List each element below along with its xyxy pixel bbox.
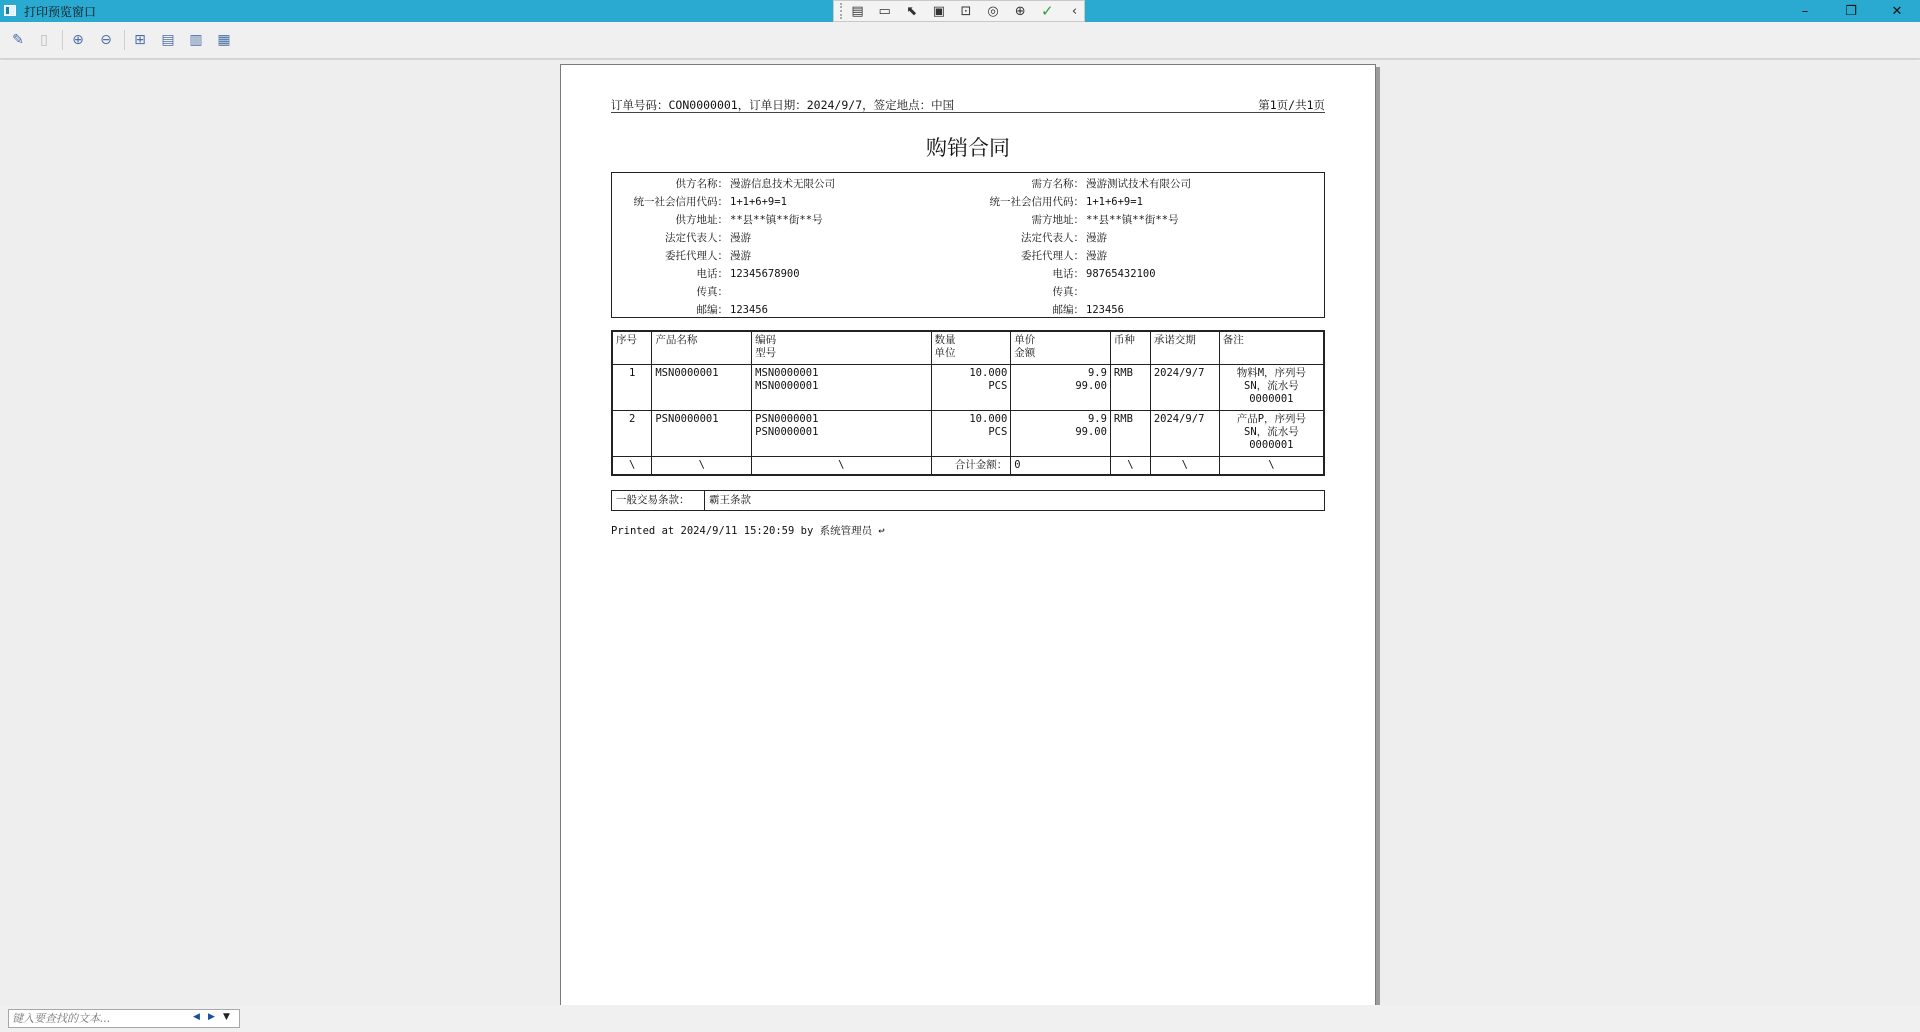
supplier-row: 电话： 12345678900 bbox=[696, 268, 800, 280]
buyer-row: 委托代理人： 漫游 bbox=[1021, 250, 1107, 262]
total-empty: \ bbox=[652, 456, 752, 475]
cell-qty-unit: 10.000 PCS bbox=[931, 410, 1011, 456]
title-bar bbox=[0, 0, 1920, 22]
page-header bbox=[611, 97, 1325, 113]
header-name: 产品名称 bbox=[652, 331, 752, 364]
document-title: 购销合同 bbox=[926, 136, 1010, 160]
cell-price-amount: 9.9 99.00 bbox=[1011, 364, 1111, 410]
terms-label: 一般交易条款： bbox=[612, 491, 705, 510]
header-currency: 币种 bbox=[1110, 331, 1150, 364]
print-icon[interactable]: ✎ bbox=[12, 32, 24, 48]
next-arrow-icon[interactable]: ▶ bbox=[208, 1012, 215, 1022]
cell-price-amount: 9.9 99.00 bbox=[1011, 410, 1111, 456]
cell-seq: 2 bbox=[612, 410, 652, 456]
page-number: 第1页/共1页 bbox=[1258, 98, 1325, 112]
buyer-row: 需方地址： **县**镇**街**号 bbox=[1031, 214, 1179, 226]
supplier-row: 传真： bbox=[696, 286, 728, 298]
supplier-row: 统一社会信用代码： 1+1+6+9=1 bbox=[633, 196, 787, 208]
preview-area[interactable] bbox=[0, 60, 1920, 1005]
dropdown-icon[interactable]: ▼ bbox=[223, 1012, 230, 1022]
accessibility-icon[interactable]: ⊕ bbox=[1014, 3, 1026, 19]
restore-icon[interactable]: ❐ bbox=[1845, 3, 1857, 19]
cell-code-model: PSN0000001 PSN0000001 bbox=[752, 410, 931, 456]
total-value: 0 bbox=[1011, 456, 1111, 475]
supplier-row: 法定代表人： 漫游 bbox=[665, 232, 751, 244]
broadcast-icon[interactable]: ◎ bbox=[987, 3, 999, 19]
total-empty: \ bbox=[1150, 456, 1219, 475]
items-table bbox=[611, 330, 1325, 476]
cell-name: PSN0000001 bbox=[652, 410, 752, 456]
cell-code-model: MSN0000001 MSN0000001 bbox=[752, 364, 931, 410]
check-icon[interactable]: ✓ bbox=[1041, 2, 1054, 20]
video-icon[interactable]: ▭ bbox=[878, 3, 891, 19]
fit-width-icon[interactable]: ▤ bbox=[161, 32, 175, 48]
cell-date: 2024/9/7 bbox=[1150, 410, 1219, 456]
zoom-out-icon[interactable]: ⊖ bbox=[100, 32, 112, 48]
total-row bbox=[612, 456, 1324, 475]
supplier-row: 委托代理人： 漫游 bbox=[665, 250, 751, 262]
close-icon[interactable]: ✕ bbox=[1891, 3, 1903, 19]
prev-arrow-icon[interactable]: ◀ bbox=[193, 1012, 200, 1022]
supplier-row: 邮编： 123456 bbox=[696, 304, 768, 316]
header-qty-unit: 数量 单位 bbox=[931, 331, 1011, 364]
cell-qty-unit: 10.000 PCS bbox=[931, 364, 1011, 410]
terms-value: 霸王条款 bbox=[709, 493, 751, 506]
buyer-row: 邮编： 123456 bbox=[1052, 304, 1124, 316]
cell-currency: RMB bbox=[1110, 364, 1150, 410]
page-icon[interactable]: ▯ bbox=[40, 32, 48, 48]
buyer-info bbox=[968, 175, 1324, 317]
window-title: 打印预览窗口 bbox=[24, 5, 97, 19]
total-empty: \ bbox=[1110, 456, 1150, 475]
find-bar bbox=[0, 1005, 1920, 1032]
order-info: 订单号码：CON0000001，订单日期：2024/9/7，签定地点：中国 bbox=[611, 98, 955, 112]
cell-name: MSN0000001 bbox=[652, 364, 752, 410]
chevron-left-icon[interactable]: ‹ bbox=[1071, 3, 1078, 19]
document-page bbox=[560, 64, 1376, 1005]
table-row bbox=[612, 410, 1324, 456]
cell-seq: 1 bbox=[612, 364, 652, 410]
total-label: 合计金额： bbox=[931, 456, 1011, 475]
header-date: 承诺交期 bbox=[1150, 331, 1219, 364]
fit-page-icon[interactable]: ⊞ bbox=[134, 32, 146, 48]
supplier-row: 供方地址： **县**镇**街**号 bbox=[675, 214, 823, 226]
buyer-row: 传真： bbox=[1052, 286, 1084, 298]
printed-footer: Printed at 2024/9/11 15:20:59 by 系统管理员 ↩ bbox=[611, 524, 885, 537]
cell-remark: 产品P，序列号 SN，流水号 0000001 bbox=[1219, 410, 1324, 456]
contract-document bbox=[611, 97, 1325, 538]
total-empty: \ bbox=[1219, 456, 1324, 475]
header-seq: 序号 bbox=[612, 331, 652, 364]
supplier-info bbox=[612, 175, 968, 317]
preview-toolbar bbox=[0, 22, 1920, 59]
header-code-model: 编码 型号 bbox=[752, 331, 931, 364]
cell-remark: 物料M，序列号 SN，流水号 0000001 bbox=[1219, 364, 1324, 410]
two-page-icon[interactable]: ▦ bbox=[217, 32, 231, 48]
app-icon bbox=[4, 5, 16, 16]
find-navigation bbox=[192, 1012, 231, 1022]
parties-box bbox=[611, 172, 1325, 318]
toolbar-separator bbox=[124, 30, 125, 50]
table-row bbox=[612, 364, 1324, 410]
total-empty: \ bbox=[752, 456, 931, 475]
cursor-select-icon[interactable]: ⬉ bbox=[906, 3, 918, 19]
window-controls bbox=[1782, 0, 1920, 22]
transform-icon[interactable]: ⊡ bbox=[960, 3, 972, 19]
cell-date: 2024/9/7 bbox=[1150, 364, 1219, 410]
frame-icon[interactable]: ▣ bbox=[932, 3, 945, 19]
header-remark: 备注 bbox=[1219, 331, 1324, 364]
header-price-amount: 单价 金额 bbox=[1011, 331, 1111, 364]
report-icon[interactable]: ▤ bbox=[851, 3, 864, 19]
buyer-row: 法定代表人： 漫游 bbox=[1021, 232, 1107, 244]
single-page-icon[interactable]: ▥ bbox=[189, 32, 203, 48]
floating-toolbar bbox=[833, 0, 1085, 22]
total-empty: \ bbox=[612, 456, 652, 475]
zoom-in-icon[interactable]: ⊕ bbox=[72, 32, 84, 48]
supplier-row: 供方名称： 漫游信息技术无限公司 bbox=[675, 178, 835, 190]
terms-box bbox=[611, 490, 1325, 511]
buyer-row: 电话： 98765432100 bbox=[1052, 268, 1156, 280]
buyer-row: 统一社会信用代码： 1+1+6+9=1 bbox=[989, 196, 1143, 208]
cell-currency: RMB bbox=[1110, 410, 1150, 456]
minimize-icon[interactable]: – bbox=[1801, 3, 1809, 19]
buyer-row: 需方名称： 漫游测试技术有限公司 bbox=[1031, 178, 1191, 190]
toolbar-grip[interactable] bbox=[840, 3, 844, 19]
table-header-row bbox=[612, 331, 1324, 364]
toolbar-separator bbox=[62, 30, 63, 50]
